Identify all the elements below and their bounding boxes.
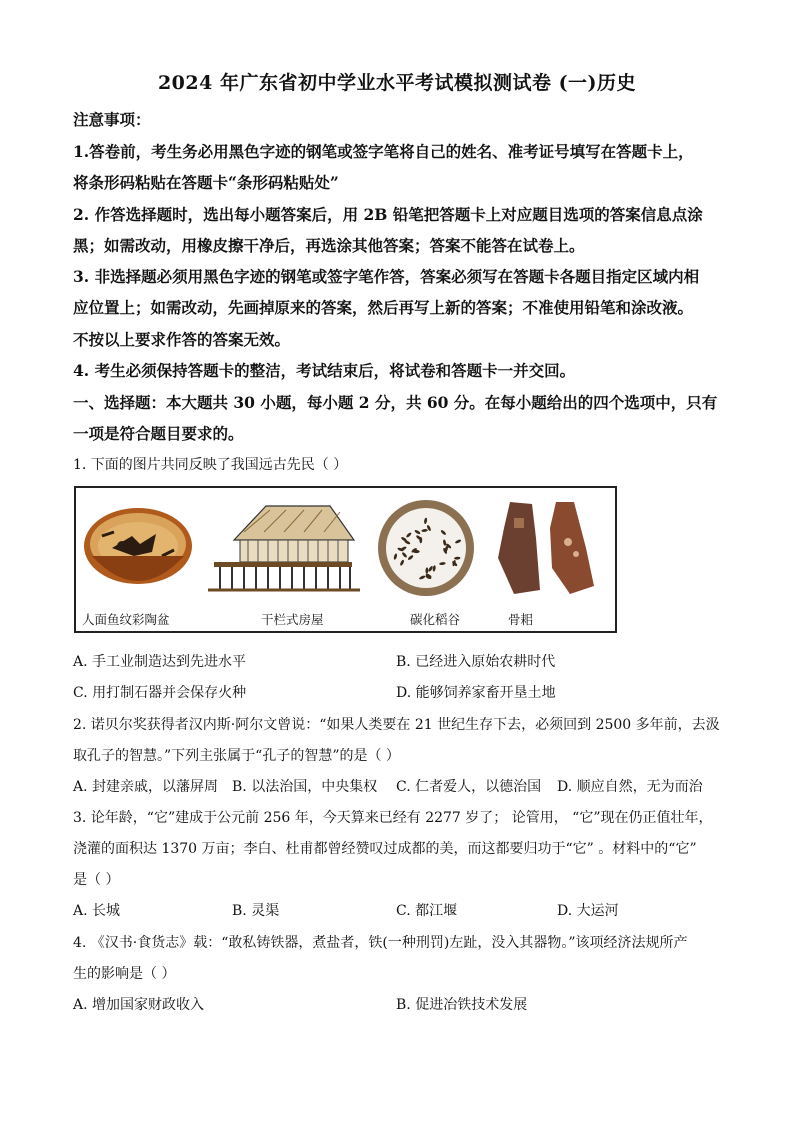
q1-figure: [74, 486, 617, 633]
notice-line-4: 黑；如需改动，用橡皮擦干净后，再选涂其他答案；答案不能答在试卷上。: [73, 236, 585, 255]
q2-option-c[interactable]: C. 仁者爱人，以德治国: [396, 779, 542, 795]
caption-bone-spade: 骨耜: [508, 612, 534, 627]
q1-option-a[interactable]: A. 手工业制造达到先进水平: [73, 654, 247, 670]
q3-option-b[interactable]: B. 灵渠: [232, 903, 280, 919]
bone-spade-image: [490, 498, 600, 598]
notice-line-1: 1.答卷前，考生务必用黑色字迹的钢笔或签字笔将自己的姓名、准考证号填写在答题卡上，: [73, 142, 694, 161]
section-heading-line-1: 一、选择题：本大题共 30 小题，每小题 2 分，共 60 分。在每小题给出的四个选项中，只有: [73, 393, 718, 412]
notice-line-5: 3. 非选择题必须用黑色字迹的钢笔或签字笔作答，答案必须写在答题卡各题目指定区域内相: [73, 267, 700, 286]
carbonized-rice-image: [374, 500, 478, 598]
q2-line-2: 取孔子的智慧。”下列主张属于“孔子的智慧”的是（ ）: [73, 748, 400, 764]
q3-line-1: 3. 论年龄，“它”建成于公元前 256 年，今天算来已经有 2277 岁了； 论管用， “它”现在仍正值壮年，: [73, 810, 713, 826]
pottery-basin-image: [82, 506, 194, 598]
stilt-house-image: [204, 502, 364, 598]
q4-option-a[interactable]: A. 增加国家财政收入: [73, 997, 205, 1013]
section-heading-line-2: 一项是符合题目要求的。: [73, 424, 244, 443]
q1-option-b[interactable]: B. 已经进入原始农耕时代: [396, 654, 556, 670]
q2-option-b[interactable]: B. 以法治国，中央集权: [232, 779, 378, 795]
caption-rice: 碳化稻谷: [410, 612, 461, 627]
notice-heading: 注意事项：: [73, 110, 151, 129]
q3-line-3: 是（ ）: [73, 872, 120, 888]
q1-option-d[interactable]: D. 能够饲养家畜开垦土地: [396, 685, 556, 701]
q1-option-c[interactable]: C. 用打制石器并会保存火种: [73, 685, 247, 701]
q3-option-d[interactable]: D. 大运河: [557, 903, 619, 919]
q2-line-1: 2. 诺贝尔奖获得者汉内斯·阿尔文曾说：“如果人类要在 21 世纪生存下去，必须回到 2500 多年前，去汲: [73, 717, 720, 733]
caption-pottery: 人面鱼纹彩陶盆: [82, 612, 170, 627]
notice-line-7: 不按以上要求作答的答案无效。: [73, 330, 291, 349]
q1-stem: 1. 下面的图片共同反映了我国远古先民（ ）: [73, 457, 348, 473]
q2-option-a[interactable]: A. 封建亲戚，以藩屏周: [73, 779, 219, 795]
q3-option-a[interactable]: A. 长城: [73, 903, 121, 919]
q4-line-1: 4. 《汉书·食货志》载：“敢私铸铁器，煮盐者，铁(一种刑罚)左趾，没入其器物。”该项经济法规所产: [73, 935, 688, 951]
page-title: 2024 年广东省初中学业水平考试模拟测试卷 (一)历史: [157, 72, 637, 94]
q3-option-c[interactable]: C. 都江堰: [396, 903, 458, 919]
notice-line-3: 2. 作答选择题时，选出每小题答案后，用 2B 铅笔把答题卡上对应题目选项的答案信息点涂: [73, 205, 703, 224]
caption-stilt-house: 干栏式房屋: [261, 612, 324, 627]
q3-line-2: 浇灌的面积达 1370 万亩；李白、杜甫都曾经赞叹过成都的美，而这都要归功于“它” 。材料中的“它”: [73, 841, 697, 857]
q4-line-2: 生的影响是（ ）: [73, 966, 176, 982]
notice-line-6: 应位置上；如需改动，先画掉原来的答案，然后再写上新的答案；不准使用铅笔和涂改液。: [73, 298, 694, 317]
q2-option-d[interactable]: D. 顺应自然，无为而治: [557, 779, 703, 795]
q4-option-b[interactable]: B. 促进冶铁技术发展: [396, 997, 528, 1013]
notice-line-2: 将条形码粘贴在答题卡“条形码粘贴处”: [73, 173, 339, 192]
notice-line-8: 4. 考生必须保持答题卡的整洁，考试结束后，将试卷和答题卡一并交回。: [73, 361, 576, 380]
